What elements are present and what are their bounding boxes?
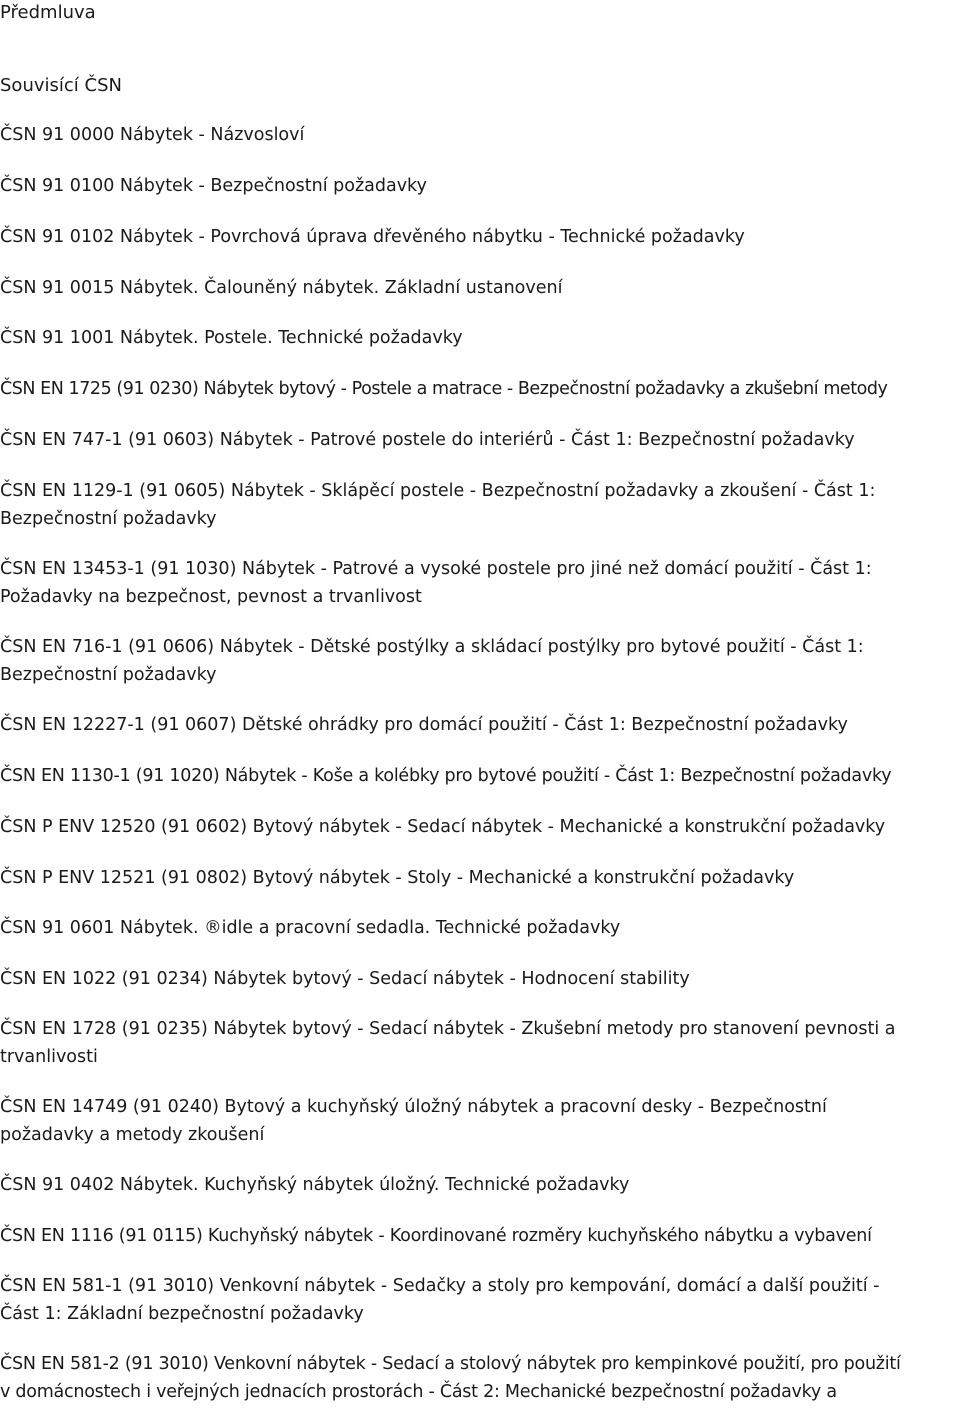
standard-text-line: v domácnostech i veřejných jednacích prostorách - Část 2: Mechanické bezpečnostní požadavky a xyxy=(0,1382,837,1402)
standard-text-line: ČSN P ENV 12521 (91 0802) Bytový nábytek - Stoly - Mechanické a konstrukční požadavky xyxy=(0,868,795,888)
standard-text-line: ČSN 91 0015 Nábytek. Čalouněný nábytek. Základní ustanovení xyxy=(0,278,563,298)
standard-item xyxy=(0,633,960,689)
standard-text-line: ČSN EN 747-1 (91 0603) Nábytek - Patrové postele do interiérů - Část 1: Bezpečnostní požadavky xyxy=(0,430,855,450)
standard-item xyxy=(0,1350,960,1406)
standard-item xyxy=(0,762,960,790)
standard-item xyxy=(0,555,960,611)
standard-text-line: Část 1: Základní bezpečnostní požadavky xyxy=(0,1304,364,1324)
standard-text-line: ČSN 91 0601 Nábytek. ®idle a pracovní sedadla. Technické požadavky xyxy=(0,918,621,938)
standard-item xyxy=(0,965,960,993)
standard-item xyxy=(0,223,960,251)
standard-item xyxy=(0,813,960,841)
standard-text-line: ČSN EN 581-2 (91 3010) Venkovní nábytek - Sedací a stolový nábytek pro kempinkové použití, pro použití xyxy=(0,1354,901,1374)
standard-text-line: ČSN EN 581-1 (91 3010) Venkovní nábytek - Sedačky a stoly pro kempování, domácí a další použití - xyxy=(0,1276,880,1296)
standard-text-line: Bezpečnostní požadavky xyxy=(0,509,217,529)
standard-text-line: ČSN EN 1725 (91 0230) Nábytek bytový - Postele a matrace - Bezpečnostní požadavky a zkušební metody xyxy=(0,379,888,399)
standard-item xyxy=(0,274,960,302)
standard-text-line: ČSN EN 1728 (91 0235) Nábytek bytový - Sedací nábytek - Zkušební metody pro stanovení pevnosti a xyxy=(0,1019,896,1039)
standard-item xyxy=(0,375,960,403)
standard-text-line: ČSN EN 716-1 (91 0606) Nábytek - Dětské postýlky a skládací postýlky pro bytové použití - Část 1: xyxy=(0,637,864,657)
standard-text-line: ČSN 91 0000 Nábytek - Názvosloví xyxy=(0,125,305,145)
standard-item xyxy=(0,711,960,739)
standard-text-line: požadavky a metody zkoušení xyxy=(0,1125,265,1145)
standard-item xyxy=(0,172,960,200)
standard-text-line: ČSN 91 0100 Nábytek - Bezpečnostní požadavky xyxy=(0,176,427,196)
standard-item xyxy=(0,1171,960,1199)
standard-text-line: ČSN EN 1129-1 (91 0605) Nábytek - Sklápěcí postele - Bezpečnostní požadavky a zkoušení - Část 1: xyxy=(0,481,876,501)
standard-item xyxy=(0,1015,960,1071)
standard-text-line: ČSN 91 0102 Nábytek - Povrchová úprava dřevěného nábytku - Technické požadavky xyxy=(0,227,745,247)
standard-item xyxy=(0,324,960,352)
page-heading: Předmluva xyxy=(0,2,96,23)
standard-text-line: trvanlivosti xyxy=(0,1047,98,1067)
standard-text-line: Požadavky na bezpečnost, pevnost a trvanlivost xyxy=(0,587,422,607)
section-heading: Souvisící ČSN xyxy=(0,75,122,96)
standard-item xyxy=(0,121,960,149)
standard-item xyxy=(0,1272,960,1328)
standard-text-line: ČSN EN 1130-1 (91 1020) Nábytek - Koše a kolébky pro bytové použití - Část 1: Bezpečnostní požadavky xyxy=(0,766,892,786)
standard-text-line: Bezpečnostní požadavky xyxy=(0,665,217,685)
standard-item xyxy=(0,864,960,892)
standard-text-line: ČSN EN 12227-1 (91 0607) Dětské ohrádky pro domácí použití - Část 1: Bezpečnostní požadavky xyxy=(0,715,848,735)
standard-item xyxy=(0,426,960,454)
standard-item xyxy=(0,1222,960,1250)
standard-text-line: ČSN EN 13453-1 (91 1030) Nábytek - Patrové a vysoké postele pro jiné než domácí použití - Část 1: xyxy=(0,559,872,579)
standard-text-line: ČSN EN 1022 (91 0234) Nábytek bytový - Sedací nábytek - Hodnocení stability xyxy=(0,969,690,989)
standard-text-line: ČSN 91 1001 Nábytek. Postele. Technické požadavky xyxy=(0,328,463,348)
standard-item xyxy=(0,914,960,942)
standard-text-line: ČSN P ENV 12520 (91 0602) Bytový nábytek - Sedací nábytek - Mechanické a konstrukční požadavky xyxy=(0,817,886,837)
standard-item xyxy=(0,477,960,533)
standard-text-line: ČSN 91 0402 Nábytek. Kuchyňský nábytek úložný. Technické požadavky xyxy=(0,1175,630,1195)
standard-text-line: ČSN EN 1116 (91 0115) Kuchyňský nábytek - Koordinované rozměry kuchyňského nábytku a vybavení xyxy=(0,1226,872,1246)
standard-text-line: ČSN EN 14749 (91 0240) Bytový a kuchyňský úložný nábytek a pracovní desky - Bezpečnostní xyxy=(0,1097,827,1117)
standard-item xyxy=(0,1093,960,1149)
